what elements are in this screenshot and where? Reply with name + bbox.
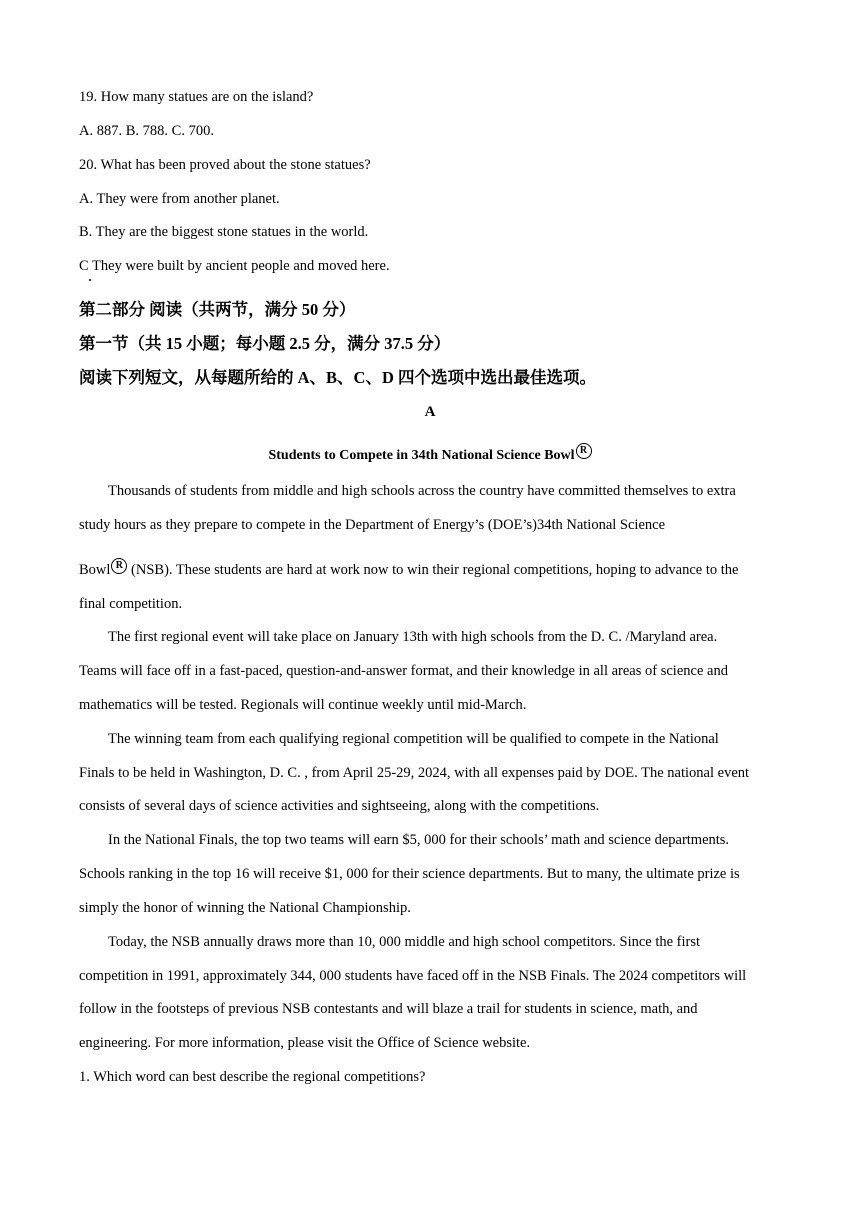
paragraph-5-line-2: competition in 1991, approximately 344, 000 students have faced off in the NSB Finals. The 2024 competitors will: [79, 968, 747, 984]
question-19-options: A. 887. B. 788. C. 700.: [79, 123, 214, 139]
paragraph-3-line-1: The winning team from each qualifying regional competition will be qualified to compete in the National: [108, 731, 719, 747]
paragraph-3-line-3: consists of several days of science activities and sightseeing, along with the competitions.: [79, 798, 600, 814]
paragraph-2-line-3: mathematics will be tested. Regionals will continue weekly until mid-March.: [79, 697, 527, 713]
paragraph-5-line-4: engineering. For more information, please visit the Office of Science website.: [79, 1035, 531, 1051]
question-1: 1. Which word can best describe the regional competitions?: [79, 1069, 426, 1085]
paragraph-4-line-3: simply the honor of winning the National Championship.: [79, 900, 411, 916]
paragraph-3-line-2: Finals to be held in Washington, D. C. , from April 25-29, 2024, with all expenses paid by DOE. The national event: [79, 765, 750, 781]
question-20: 20. What has been proved about the stone statues?: [79, 157, 371, 173]
question-19: 19. How many statues are on the island?: [79, 89, 314, 105]
paragraph-1-line-2: study hours as they prepare to compete in the Department of Energy’s (DOE’s)34th National Science: [79, 517, 666, 533]
question-20-option-b: B. They are the biggest stone statues in the world.: [79, 224, 369, 240]
question-20-option-c: C They were built by ancient people and moved here.: [79, 258, 390, 274]
paragraph-4-line-1: In the National Finals, the top two teams will earn $5, 000 for their schools’ math and science departments.: [108, 832, 730, 848]
reading-instruction: 阅读下列短文，从每题所给的 A、B、C、D 四个选项中选出最佳选项。: [79, 368, 597, 387]
part2-heading: 第二部分 阅读（共两节，满分 50 分）: [79, 300, 356, 319]
passage-title: [0, 443, 860, 465]
question-20-option-a: A. They were from another planet.: [79, 191, 280, 207]
section1-heading: 第一节（共 15 小题；每小题 2.5 分，满分 37.5 分）: [79, 334, 451, 353]
paragraph-1-line-4: final competition.: [79, 596, 183, 612]
passage-title-text: Students to Compete in 34th National Science Bowl: [268, 448, 575, 463]
passage-label: A: [424, 404, 436, 420]
paragraph-5-line-3: follow in the footsteps of previous NSB contestants and will blaze a trail for students in science, math, and: [79, 1001, 698, 1017]
stray-dot: [89, 279, 91, 281]
registered-mark-icon: R: [576, 443, 592, 459]
paragraph-5-line-1: Today, the NSB annually draws more than 10, 000 middle and high school competitors. Since the first: [108, 934, 701, 950]
paragraph-4-line-2: Schools ranking in the top 16 will receive $1, 000 for their science departments. But to many, the ultimate prize is: [79, 866, 740, 882]
paragraph-2-line-2: Teams will face off in a fast-paced, question-and-answer format, and their knowledge in all areas of science and: [79, 663, 728, 679]
registered-mark-icon: R: [111, 558, 127, 574]
paragraph-1-line-3-rest: (NSB). These students are hard at work now to win their regional competitions, hoping to advance to the: [127, 562, 739, 578]
paragraph-2-line-1: The first regional event will take place on January 13th with high schools from the D. C. /Maryland area.: [108, 629, 718, 645]
paragraph-1-line-1: Thousands of students from middle and high schools across the country have committed themselves to extra: [108, 483, 736, 499]
paragraph-1-line-3: [79, 558, 738, 579]
bowl-word: Bowl: [79, 562, 111, 578]
